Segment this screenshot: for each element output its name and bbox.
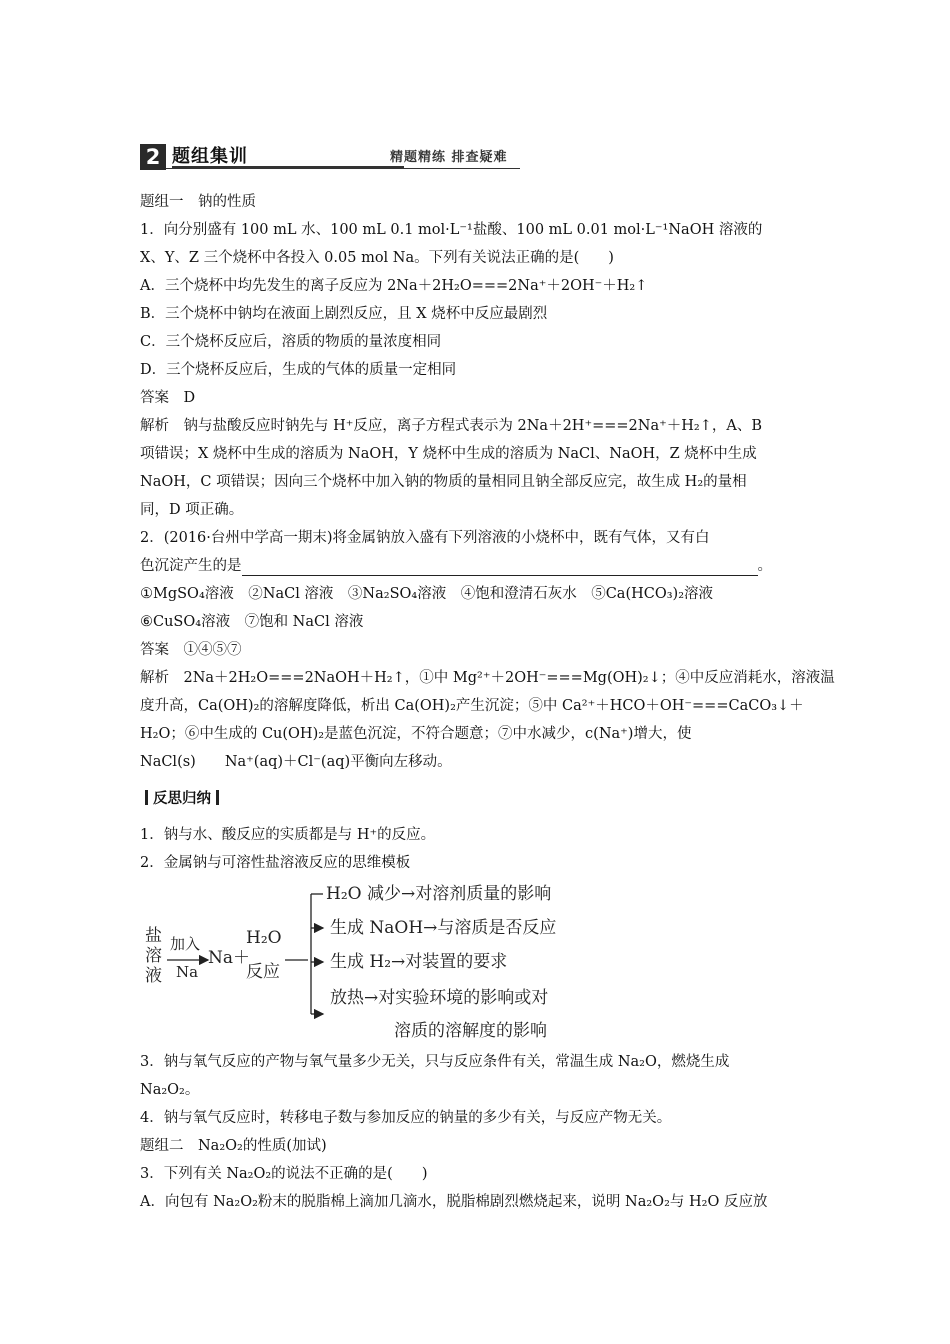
- branch-h2o-decrease: H₂O 减少→对溶剂质量的影响: [326, 884, 552, 904]
- q2-choices-line2: ⑥CuSO₄溶液 ⑦饱和 NaCl 溶液: [140, 614, 364, 630]
- summary-point-4: 4．钠与氧气反应时，转移电子数与参加反应的钠量的多少有关，与反应产物无关。: [140, 1110, 672, 1126]
- branch-heat-line1: 放热→对实验环境的影响或对: [330, 988, 549, 1008]
- q2-stem-line2: [140, 556, 772, 576]
- salt-char-3: 液: [145, 966, 162, 986]
- summary-point-3-line1: 3．钠与氧气反应的产物与氧气量多少无关，只与反应条件有关，常温生成 Na₂O，燃烧生成: [140, 1054, 730, 1070]
- q2-stem-period: 。: [757, 558, 772, 574]
- summary-point-2: 2．金属钠与可溶性盐溶液反应的思维模板: [140, 855, 411, 871]
- summary-point-1: 1．钠与水、酸反应的实质都是与 H⁺的反应。: [140, 827, 436, 843]
- header-title: 题组集训: [172, 146, 248, 167]
- q1-option-c: C．三个烧杯反应后，溶质的物质的量浓度相同: [140, 334, 442, 350]
- branch-h2: 生成 H₂→对装置的要求: [330, 952, 508, 972]
- summary-point-3-line2: Na₂O₂。: [140, 1082, 200, 1098]
- branch-naoh: 生成 NaOH→与溶质是否反应: [330, 918, 557, 938]
- q3-option-a: A．向包有 Na₂O₂粉末的脱脂棉上滴加几滴水，脱脂棉剧烈燃烧起来，说明 Na₂O₂与 H₂O 反应放: [140, 1194, 768, 1210]
- header-subtitle: 精题精练 排查疑难: [390, 150, 508, 165]
- reaction-template-diagram: [140, 876, 610, 1046]
- q1-option-b: B．三个烧杯中钠均在液面上剧烈反应，且 X 烧杯中反应最剧烈: [140, 306, 548, 322]
- q2-stem-text: 色沉淀产生的是: [140, 558, 242, 574]
- reflection-heading: [140, 789, 224, 809]
- q2-choices-line1: ①MgSO₄溶液 ②NaCl 溶液 ③Na₂SO₄溶液 ④饱和澄清石灰水 ⑤Ca(HCO₃)₂溶液: [140, 586, 714, 602]
- q1-option-d: D．三个烧杯反应后，生成的气体的质量一定相同: [140, 362, 457, 378]
- salt-char-1: 盐: [145, 926, 162, 946]
- q3-stem: 3．下列有关 Na₂O₂的说法不正确的是( ): [140, 1166, 428, 1182]
- heading-bar-left: [145, 790, 148, 805]
- q2-analysis-line2: 度升高，Ca(OH)₂的溶解度降低，析出 Ca(OH)₂产生沉淀；⑤中 Ca²⁺＋HCO＋OH⁻===CaCO₃↓＋: [140, 698, 804, 714]
- q1-analysis-line3: NaOH，C 项错误；因向三个烧杯中加入钠的物质的量相同且钠全部反应完，故生成 H₂的量相: [140, 474, 747, 490]
- q2-answer: 答案 ①④⑤⑦: [140, 642, 242, 658]
- q2-stem-line1: 2．(2016·台州中学高一期末)将金属钠放入盛有下列溶液的小烧杯中，既有气体，又有白: [140, 530, 710, 546]
- q1-analysis-line4: 同，D 项正确。: [140, 502, 244, 518]
- salt-char-2: 溶: [145, 946, 162, 966]
- heading-bar-right: [216, 790, 219, 805]
- answer-blank: [242, 559, 758, 576]
- q1-analysis-line2: 项错误；X 烧杯中生成的溶质为 NaOH，Y 烧杯中生成的溶质为 NaCl、NaOH，Z 烧杯中生成: [140, 446, 757, 462]
- section-header: [140, 144, 520, 170]
- q1-option-a: A．三个烧杯中均先发生的离子反应为 2Na＋2H₂O===2Na⁺＋2OH⁻＋H₂↑: [140, 278, 648, 294]
- reflection-heading-text: 反思归纳: [153, 791, 211, 807]
- na-under-arrow: Na: [176, 963, 199, 981]
- q2-analysis-line3: H₂O；⑥中生成的 Cu(OH)₂是蓝色沉淀，不符合题意；⑦中水减少，c(Na⁺)增大，使: [140, 726, 692, 742]
- na-plus: Na＋: [208, 948, 251, 968]
- react-label: 反应: [246, 962, 280, 982]
- q1-analysis-line1: 解析 钠与盐酸反应时钠先与 H⁺反应，离子方程式表示为 2Na＋2H⁺===2Na⁺＋H₂↑，A、B: [140, 418, 762, 434]
- group-two-title: 题组二 Na₂O₂的性质(加试): [140, 1138, 327, 1154]
- header-number-badge: 2: [140, 144, 166, 170]
- add-label: 加入: [170, 935, 201, 953]
- h2o-label: H₂O: [246, 928, 282, 948]
- q1-answer: 答案 D: [140, 390, 196, 406]
- q2-analysis-line4: NaCl(s) Na⁺(aq)＋Cl⁻(aq)平衡向左移动。: [140, 754, 452, 770]
- q2-analysis-line1: 解析 2Na＋2H₂O===2NaOH＋H₂↑，①中 Mg²⁺＋2OH⁻===Mg(OH)₂↓；④中反应消耗水，溶液温: [140, 670, 835, 686]
- branch-heat-line2: 溶质的溶解度的影响: [394, 1021, 547, 1041]
- q1-stem-line2: X、Y、Z 三个烧杯中各投入 0.05 mol Na。下列有关说法正确的是( ): [140, 250, 614, 266]
- group-one-title: 题组一 钠的性质: [140, 194, 256, 210]
- q1-stem-line1: 1．向分别盛有 100 mL 水、100 mL 0.1 mol·L⁻¹盐酸、100 mL 0.01 mol·L⁻¹NaOH 溶液的: [140, 222, 763, 238]
